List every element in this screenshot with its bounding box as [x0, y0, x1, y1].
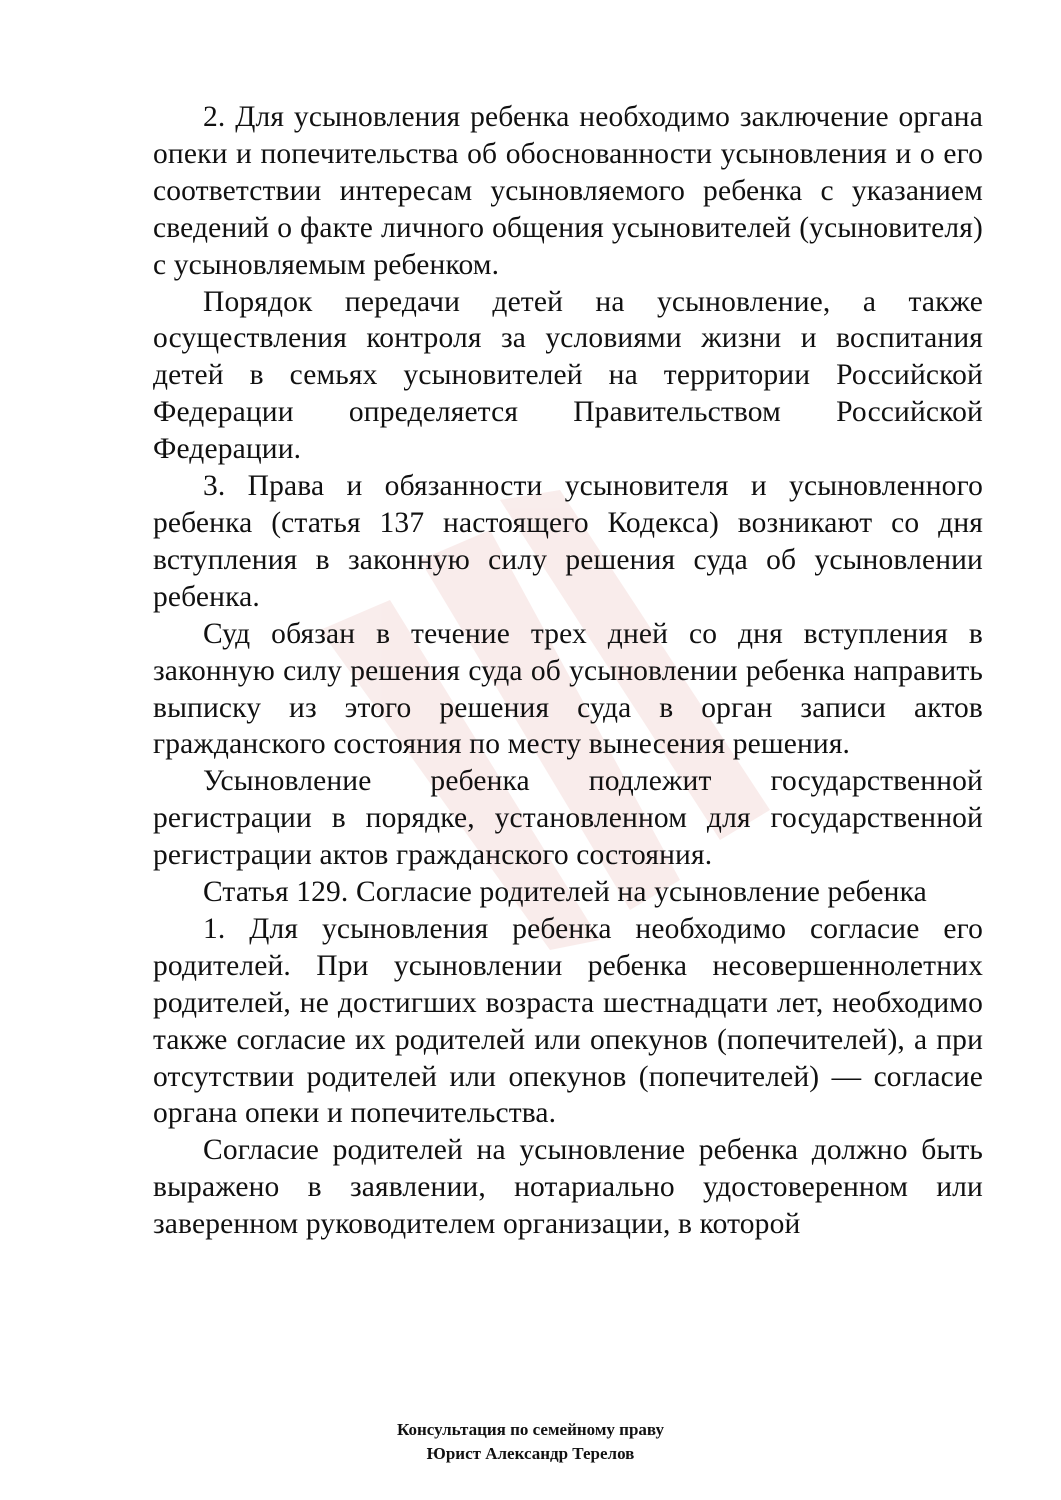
- paragraph: Порядок передачи детей на усыновление, а также осуществления контроля за условиями жизни и воспитания детей в семьях усыновителей на территории Российской Федерации определяется Правительством Российской Федерации.: [153, 285, 983, 466]
- paragraph: 2. Для усыновления ребенка необходимо заключение органа опеки и попечительства об обоснованности усыновления и о его соответствии интересам усыновляемого ребенка с указанием сведений о факте личного общения усыновителей (усыновителя) с усыновляемым ребенком.: [153, 101, 983, 281]
- paragraph: Усыновление ребенка подлежит государственной регистрации в порядке, установленном для государственной регистрации актов гражданского состояния.: [153, 765, 983, 872]
- footer-author: Юрист Александр Терелов: [426, 1444, 635, 1463]
- document-body: [153, 99, 983, 1243]
- paragraph: 3. Права и обязанности усыновителя и усыновленного ребенка (статья 137 настоящего Кодекса) возникают со дня вступления в законную силу решения суда об усыновлении ребенка.: [153, 470, 983, 613]
- paragraph: Суд обязан в течение трех дней со дня вступления в законную силу решения суда об усыновлении ребенка направить выписку из этого решения суда в орган записи актов гражданского состояния по месту вынесения решения.: [153, 617, 983, 761]
- footer-title: Консультация по семейному праву: [396, 1420, 665, 1439]
- article-heading: Статья 129. Согласие родителей на усыновление ребенка: [203, 876, 927, 909]
- paragraph: 1. Для усыновления ребенка необходимо согласие его родителей. При усыновлении ребенка несовершеннолетних родителей, не достигших возраста шестнадцати лет, необходимо также согласие их родителей или опекунов (попечителей), а при отсутствии родителей или опекунов (попечителей) — согласие органа опеки и попечительства.: [153, 912, 983, 1130]
- paragraph: Согласие родителей на усыновление ребенка должно быть выражено в заявлении, нотариально удостоверенном или заверенном руководителем организации, в которой: [153, 1134, 983, 1241]
- page-footer: [0, 1418, 1061, 1466]
